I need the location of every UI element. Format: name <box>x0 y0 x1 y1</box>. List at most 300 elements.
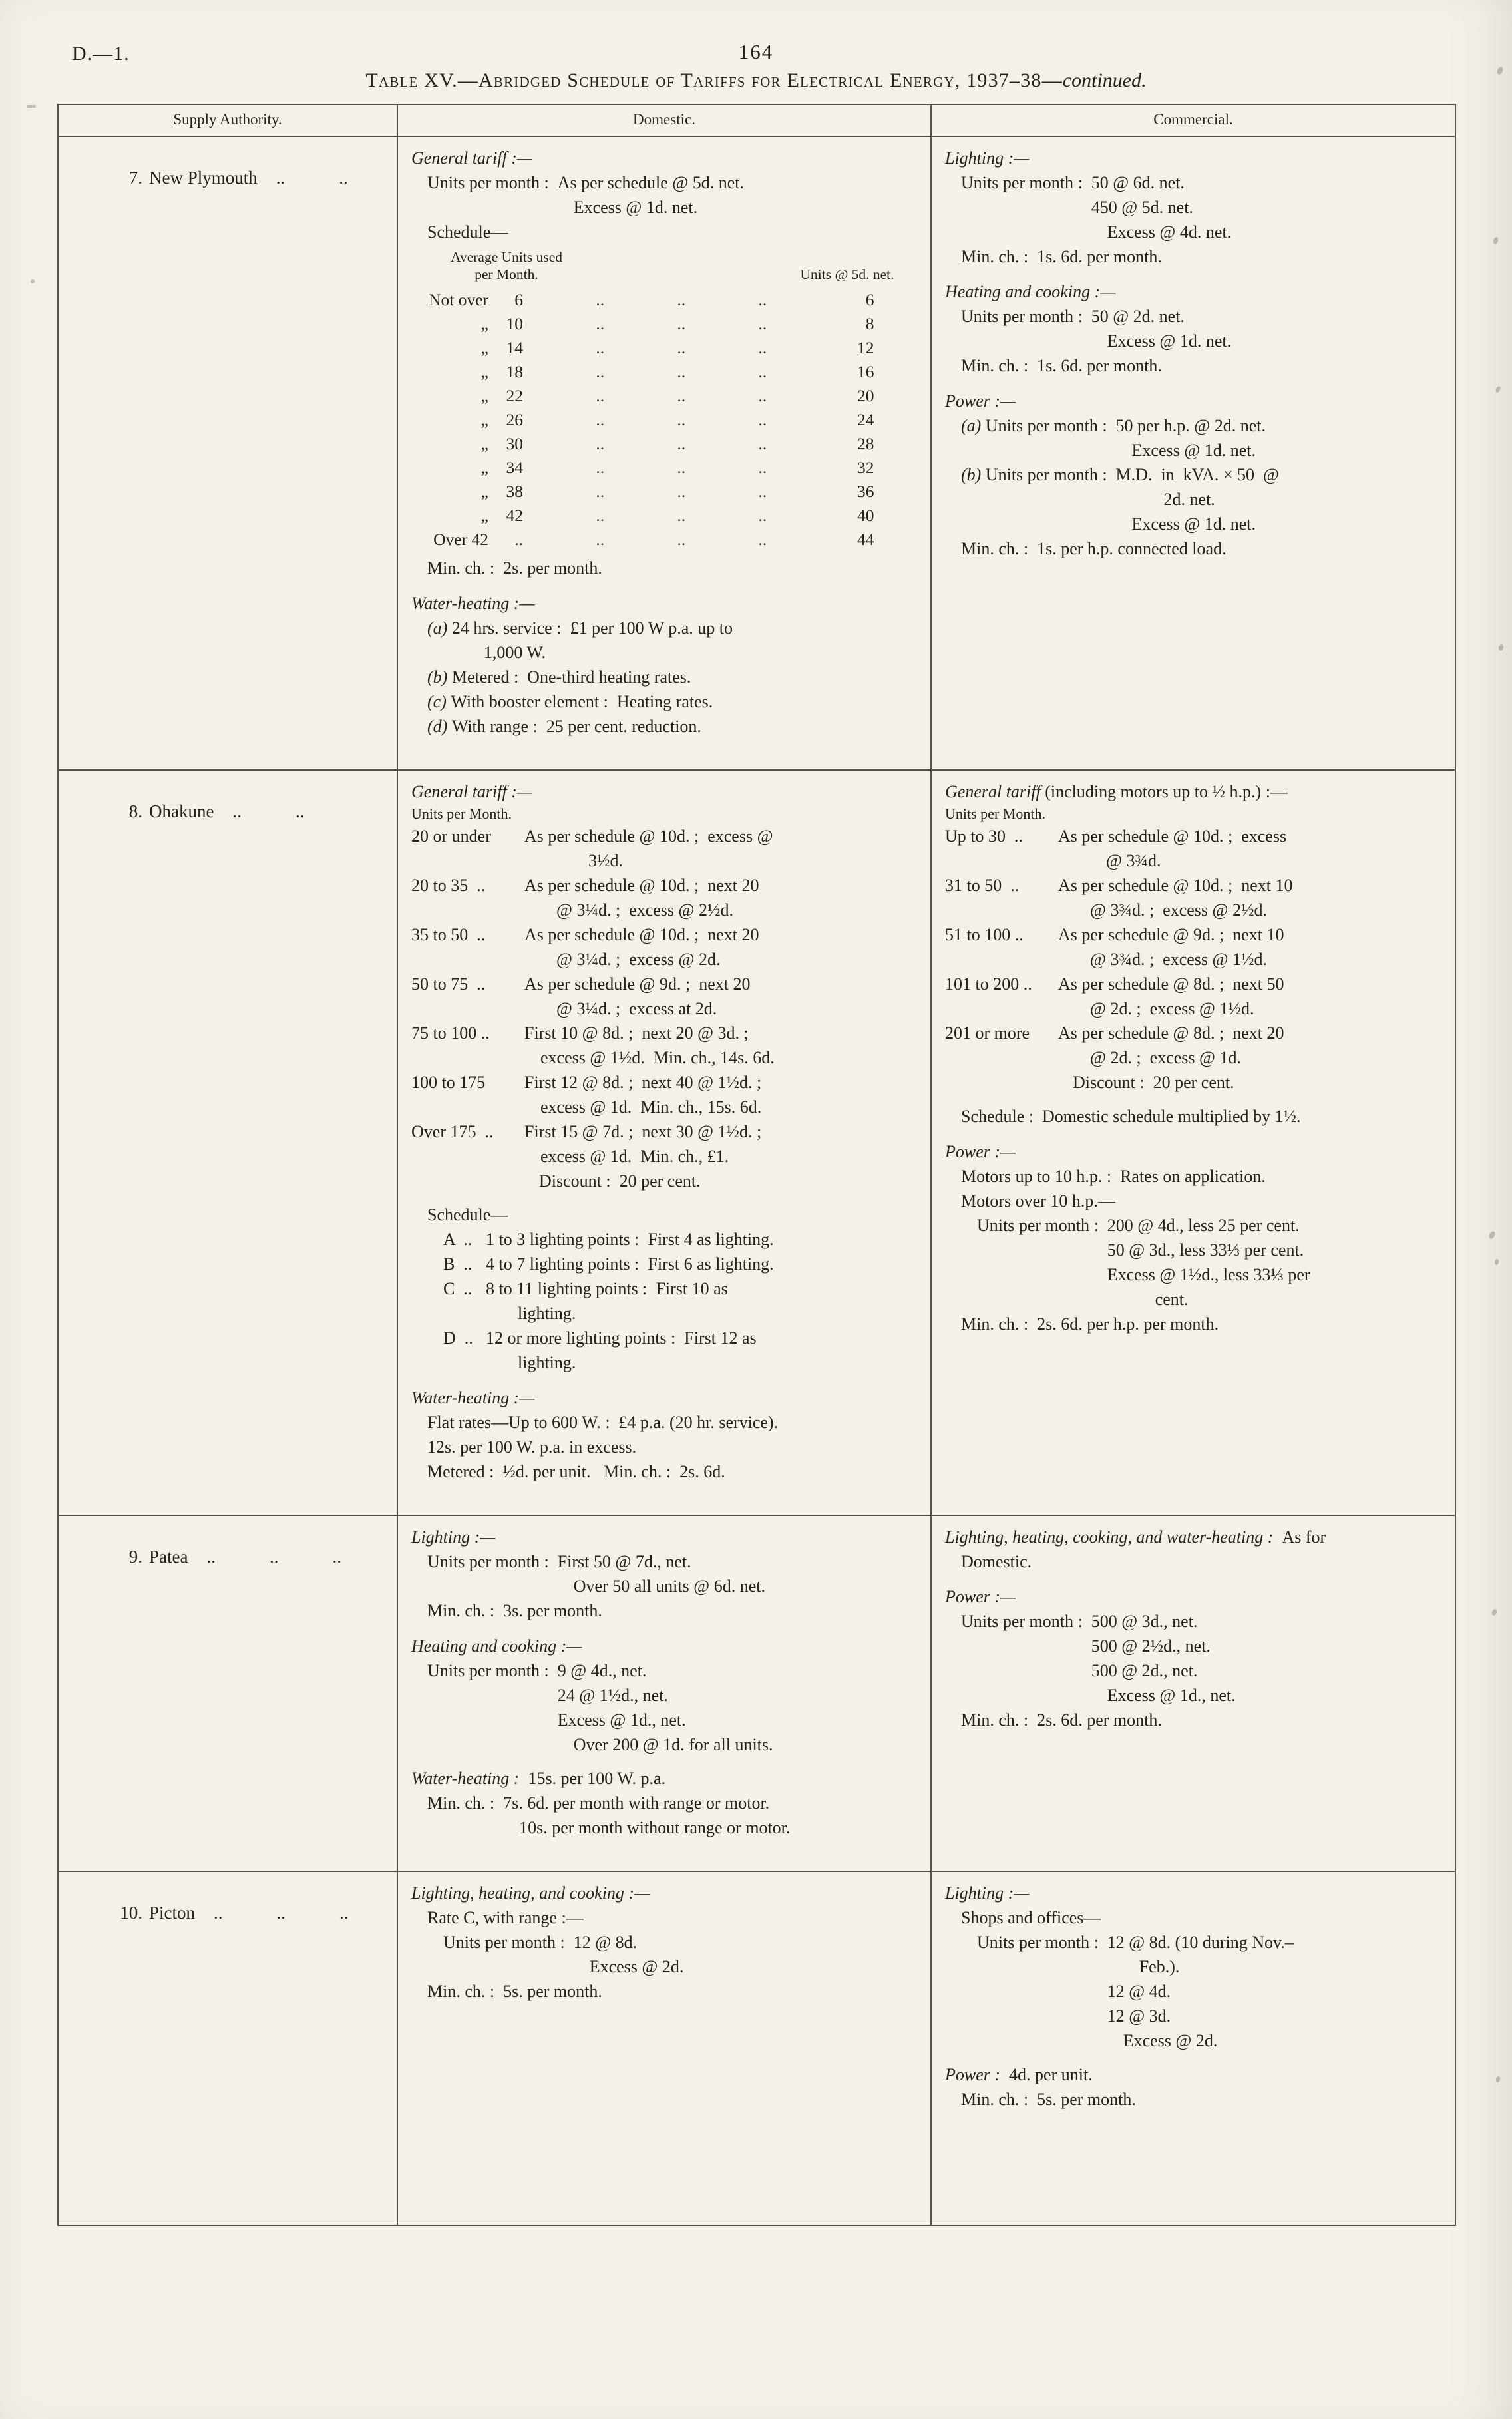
section-heading: Power :— <box>945 1587 1016 1606</box>
hanging-entry <box>961 170 1443 244</box>
leader-dot-group: .. <box>758 410 767 429</box>
schedule-range: Not over <box>429 290 488 309</box>
entry-label: 20 or under <box>411 827 491 846</box>
text-line: First 10 @ 8d. ; next 20 @ 3d. ; <box>524 1023 749 1043</box>
text-line: As per schedule @ 10d. ; next 20 <box>524 925 759 944</box>
entry-body <box>524 873 918 922</box>
text-line: With range : 25 per cent. reduction. <box>451 717 701 736</box>
entry-label: 31 to 50 .. <box>945 876 1020 895</box>
text-line: 450 @ 5d. net. <box>1091 198 1193 217</box>
schedule-range-number: 26 <box>506 410 523 429</box>
schedule-units-value: 8 <box>865 314 874 333</box>
text-line: Excess @ 1d. net. <box>1131 514 1256 534</box>
entry-body <box>486 1326 918 1375</box>
schedule-units-value: 6 <box>865 290 874 309</box>
domestic-cell-ohakune <box>397 771 930 1515</box>
entry-label: Min. ch. : <box>427 1793 504 1813</box>
entry-label: 51 to 100 .. <box>945 925 1024 944</box>
text-line: First 12 @ 8d. ; next 40 @ 1½d. ; <box>524 1073 762 1092</box>
hanging-entry <box>443 1930 918 1979</box>
text-line: @ 3¼d. ; excess at 2d. <box>556 999 717 1018</box>
entry-body <box>486 1252 918 1276</box>
schedule-header <box>414 248 901 283</box>
leader-dot-group: .. <box>677 410 686 429</box>
text-line <box>427 556 918 580</box>
schedule-row <box>414 504 901 528</box>
text-run: Min. ch. : 2s. 6d. per month. <box>961 1710 1162 1730</box>
schedule-range-number: 30 <box>506 434 523 453</box>
schedule-row <box>414 336 901 360</box>
text-line <box>427 1203 918 1227</box>
table-row-picton <box>59 1871 1455 2225</box>
leader-dots <box>523 504 840 528</box>
entry-body <box>451 689 918 714</box>
scan-artifact <box>1491 1608 1497 1616</box>
text-line: 12 @ 4d. <box>1107 1982 1171 2001</box>
leader-dot-group: .. <box>596 458 605 477</box>
text-line <box>427 1905 918 1930</box>
text-run: Min. ch. : 2s. per month. <box>427 558 602 578</box>
commercial-cell-ohakune <box>930 771 1455 1515</box>
leader-dot-group: .. <box>758 482 767 501</box>
scan-artifact <box>1495 2076 1501 2082</box>
text-run: Discount : 20 per cent. <box>539 1171 701 1191</box>
leader-dots <box>523 528 840 552</box>
text-run: 12s. per 100 W. p.a. in excess. <box>427 1437 637 1457</box>
entry-label: Up to 30 .. <box>945 827 1023 846</box>
hanging-entry <box>427 714 918 739</box>
text-line: Excess @ 1d., net. <box>557 1710 686 1730</box>
leader-dot-group: .. <box>596 386 605 405</box>
entry-body <box>486 1276 918 1326</box>
schedule-units-value: 40 <box>857 506 874 525</box>
text-run: Min. ch. : 1s. 6d. per month. <box>961 247 1162 266</box>
hanging-entry <box>411 922 918 972</box>
schedule-row <box>414 288 901 312</box>
text-line: 50 per h.p. @ 2d. net. <box>1115 416 1266 435</box>
entry-label-italic: (a) <box>427 618 452 638</box>
text-line: As per schedule @ 10d. ; next 10 <box>1058 876 1293 895</box>
schedule-range-number: 18 <box>506 362 523 381</box>
schedule-header-left <box>423 248 590 283</box>
hanging-entry <box>977 1213 1443 1312</box>
hanging-entry <box>945 1021 1443 1070</box>
hanging-entry <box>961 1609 1443 1708</box>
text-line: Over 200 @ 1d. for all units. <box>573 1735 773 1754</box>
text-line: @ 3¾d. <box>1106 851 1161 870</box>
text-line: 8 to 11 lighting points : First 10 as <box>486 1279 728 1298</box>
schedule-row <box>414 408 901 432</box>
leader-dots <box>523 432 840 456</box>
text-line: Metered : One-third heating rates. <box>451 667 691 687</box>
entry-label-italic: (d) <box>427 717 452 736</box>
schedule-range-number: 14 <box>506 338 523 357</box>
text-run: Min. ch. : 3s. per month. <box>427 1601 602 1620</box>
leader-dot-group: .. <box>758 290 767 309</box>
schedule-units-value: 20 <box>857 386 874 405</box>
text-line: First 50 @ 7d., net. <box>557 1552 691 1571</box>
entry-body <box>1058 873 1443 922</box>
text-line: 12 @ 8d. (10 during Nov.– <box>1107 1933 1294 1952</box>
entry-body <box>524 972 918 1021</box>
leader-dots <box>523 408 840 432</box>
entry-body <box>1116 463 1443 536</box>
leader-dot-group: .. <box>758 362 767 381</box>
hanging-entry <box>443 1227 918 1252</box>
scan-artifact <box>1498 644 1504 651</box>
entry-label: Over 175 .. <box>411 1122 494 1141</box>
table-title-continued: continued. <box>1062 69 1147 91</box>
text-line: lighting. <box>518 1304 576 1323</box>
leader-dots <box>523 312 840 336</box>
schedule-header-line: Average Units used <box>451 249 562 265</box>
entry-label: Units per month : <box>427 173 558 192</box>
text-run: As for <box>1282 1527 1326 1547</box>
section-heading: General tariff :— <box>411 148 532 168</box>
leader-dot-group: .. <box>758 530 767 549</box>
text-line <box>427 220 918 244</box>
leader-dot-group: .. <box>677 506 686 525</box>
schedule-units-value: 28 <box>857 434 874 453</box>
text-line: 7s. 6d. per month with range or motor. <box>503 1793 770 1813</box>
text-run: Min. ch. : 2s. 6d. per h.p. per month. <box>961 1314 1219 1334</box>
hanging-entry <box>427 170 918 220</box>
hanging-entry <box>411 1119 918 1169</box>
text-line: As per schedule @ 8d. ; next 20 <box>1058 1023 1284 1043</box>
section-heading: Power :— <box>945 391 1016 411</box>
text-line: 1 to 3 lighting points : First 4 as lighting. <box>486 1230 774 1249</box>
text-line: Excess @ 2d. <box>589 1957 684 1976</box>
text-run: 4d. per unit. <box>1009 2065 1093 2084</box>
leader-dot-group: .. <box>596 338 605 357</box>
text-line <box>961 1905 1443 1930</box>
text-line: lighting. <box>518 1353 576 1372</box>
authority-number: 9. <box>128 1547 142 1567</box>
entry-body <box>524 1070 918 1119</box>
inline-italic-label: Lighting, heating, cooking, and water-heating : <box>945 1527 1282 1547</box>
hanging-entry <box>945 873 1443 922</box>
authority-number: 10. <box>120 1903 142 1923</box>
text-line <box>427 1459 918 1484</box>
column-header-domestic: Domestic. <box>397 105 930 136</box>
commercial-cell-picton <box>930 1872 1455 2225</box>
entry-body <box>1058 972 1443 1021</box>
entry-label-italic: (b) <box>427 667 452 687</box>
section-heading: Water-heating :— <box>411 594 535 613</box>
leader-dots <box>523 480 840 504</box>
text-line: Feb.). <box>1139 1957 1180 1976</box>
text-line: As per schedule @ 8d. ; next 50 <box>1058 974 1284 994</box>
entry-label: 101 to 200 .. <box>945 974 1032 994</box>
text-run: Metered : ½d. per unit. Min. ch. : 2s. 6d. <box>427 1462 725 1481</box>
text-line: @ 3¾d. ; excess @ 2½d. <box>1090 900 1267 920</box>
section-heading: Power :— <box>945 1142 1016 1161</box>
hanging-entry <box>411 972 918 1021</box>
entry-body <box>1058 922 1443 972</box>
table-row-new-plymouth <box>59 136 1455 769</box>
hanging-entry <box>961 413 1443 463</box>
table-title-main: Table XV.—Abridged Schedule of Tariffs for Electrical Energy, 1937–38— <box>365 69 1063 91</box>
authority-number: 8. <box>128 801 142 821</box>
schedule-range-number: 34 <box>506 458 523 477</box>
text-line: M.D. in kVA. × 50 @ <box>1115 465 1279 484</box>
leader-dot-group: .. <box>596 506 605 525</box>
supply-authority-cell <box>59 771 397 1515</box>
text-line <box>961 1708 1443 1732</box>
entry-body <box>452 665 918 689</box>
text-line: excess @ 1d. Min. ch., 15s. 6d. <box>540 1097 762 1117</box>
schedule-row <box>414 432 901 456</box>
text-run: Motors over 10 h.p.— <box>961 1191 1115 1210</box>
entry-body <box>1058 1021 1443 1070</box>
schedule-range: „ <box>480 362 488 381</box>
text-line: With booster element : Heating rates. <box>451 692 713 711</box>
entry-label: 35 to 50 .. <box>411 925 486 944</box>
leader-dot-group: .. <box>596 290 605 309</box>
entry-body <box>1116 413 1443 463</box>
page-number: 164 <box>738 40 774 63</box>
schedule-range: Over 42 <box>433 530 488 549</box>
text-line <box>945 1525 1443 1549</box>
page-header <box>0 0 1512 67</box>
text-line: As per schedule @ 10d. ; next 20 <box>524 876 759 895</box>
schedule-range: „ <box>480 410 488 429</box>
section-heading: Lighting :— <box>411 1527 496 1547</box>
text-line: 50 @ 3d., less 33⅓ per cent. <box>1107 1240 1304 1260</box>
scan-artifact <box>27 105 36 108</box>
entry-body <box>1107 1930 1443 2053</box>
entry-label: Units per month : <box>427 1552 558 1571</box>
schedule-range: „ <box>480 314 488 333</box>
entry-label: Units per month : <box>985 416 1116 435</box>
text-run: Min. ch. : 1s. per h.p. connected load. <box>961 539 1227 558</box>
entry-body <box>1107 1213 1443 1312</box>
column-header-commercial: Commercial. <box>930 105 1455 136</box>
hanging-entry <box>977 1930 1443 2053</box>
leader-dot-group: .. <box>758 506 767 525</box>
text-run: Min. ch. : 5s. per month. <box>961 2090 1136 2109</box>
leader-dot-group: .. <box>596 530 605 549</box>
leader-dot-group: .. <box>596 314 605 333</box>
scan-artifact <box>1494 1259 1499 1266</box>
schedule-row <box>414 456 901 480</box>
leader-dot-group: .. <box>677 386 686 405</box>
scan-artifact <box>1492 236 1499 245</box>
entry-body <box>524 1021 918 1070</box>
leader-dot-group: .. <box>758 458 767 477</box>
text-line: Excess @ 1d. net. <box>1107 331 1232 351</box>
entry-body <box>1091 170 1443 244</box>
schedule-units-value: 44 <box>857 530 874 549</box>
column-header-supply-authority: Supply Authority. <box>173 111 282 128</box>
schedule-row <box>414 360 901 384</box>
entry-body <box>524 1119 918 1169</box>
hanging-entry <box>427 665 918 689</box>
entry-body <box>558 170 918 220</box>
schedule-range-number: 42 <box>506 506 523 525</box>
leader-dot-group: .. <box>596 482 605 501</box>
section-heading: Heating and cooking :— <box>945 282 1116 301</box>
text-run: Rate C, with range :— <box>427 1908 584 1927</box>
text-run: Shops and offices— <box>961 1908 1101 1927</box>
domestic-cell-new-plymouth <box>397 137 930 769</box>
text-line <box>427 1598 918 1623</box>
text-line: 12 or more lighting points : First 12 as <box>486 1328 757 1348</box>
text-line: As per schedule @ 10d. ; excess @ <box>524 827 773 846</box>
authority-name: New Plymouth <box>149 168 258 188</box>
schedule-units-value: 24 <box>857 410 874 429</box>
schedule-range-number: 10 <box>506 314 523 333</box>
text-line: As per schedule @ 9d. ; next 10 <box>1058 925 1284 944</box>
text-line: Excess @ 2d. <box>1123 2031 1218 2050</box>
entry-label-italic: (c) <box>427 692 451 711</box>
text-line: 2d. net. <box>1163 490 1215 509</box>
text-line: 500 @ 3d., net. <box>1091 1612 1198 1631</box>
text-line <box>961 1164 1443 1189</box>
entry-label: Units per month : <box>961 307 1091 326</box>
authority-name: Patea <box>149 1547 188 1567</box>
text-line <box>961 536 1443 561</box>
hanging-entry <box>427 1791 918 1840</box>
schedule-range: „ <box>480 482 488 501</box>
hanging-entry <box>427 616 918 665</box>
text-line: Over 50 all units @ 6d. net. <box>573 1577 765 1596</box>
entry-label: A .. <box>443 1230 472 1249</box>
text-line: 50 @ 6d. net. <box>1091 173 1185 192</box>
text-line <box>427 1435 918 1459</box>
hanging-entry <box>443 1252 918 1276</box>
leader-dot-group: .. <box>677 314 686 333</box>
tariff-table <box>57 104 1456 2226</box>
text-line <box>1073 1070 1443 1095</box>
units-note: Units per Month. <box>945 805 1045 822</box>
text-run: 15s. per 100 W. p.a. <box>528 1769 665 1788</box>
leader-dot-group: .. <box>758 314 767 333</box>
entry-label: Units per month : <box>961 1612 1091 1631</box>
leader-dots <box>523 384 840 408</box>
entry-label: Units per month : <box>961 173 1091 192</box>
text-line: 9 @ 4d., net. <box>557 1661 647 1680</box>
section-heading: Water-heating :— <box>411 1388 535 1407</box>
text-line: 500 @ 2d., net. <box>1091 1661 1198 1680</box>
scan-artifact <box>1495 385 1501 393</box>
entry-body <box>574 1930 918 1979</box>
entry-body <box>524 824 918 873</box>
text-run: Discount : 20 per cent. <box>1073 1073 1234 1092</box>
text-run: Schedule— <box>427 1205 508 1224</box>
hanging-entry <box>427 1658 918 1757</box>
hanging-entry <box>961 304 1443 353</box>
leader-dot-group: .. <box>677 338 686 357</box>
inline-italic-label: Power : <box>945 2065 1010 2084</box>
entry-body <box>558 1658 918 1757</box>
text-line <box>961 2087 1443 2112</box>
entry-label: Units per month : <box>427 1661 558 1680</box>
commercial-cell-new-plymouth <box>930 137 1455 769</box>
leader-dot-group: .. <box>677 530 686 549</box>
entry-body <box>1058 824 1443 873</box>
domestic-cell-patea <box>397 1516 930 1871</box>
hanging-entry <box>443 1276 918 1326</box>
leader-dot-group: .. <box>758 386 767 405</box>
supply-authority-cell <box>59 1872 397 2225</box>
scan-artifact <box>31 279 35 283</box>
schedule-range-number: .. <box>514 530 523 549</box>
text-line: 10s. per month without range or motor. <box>519 1818 791 1837</box>
document-reference: D.—1. <box>72 43 130 65</box>
section-heading: Lighting :— <box>945 148 1030 168</box>
schedule-range: „ <box>480 506 488 525</box>
leader-dot-group: .. <box>596 410 605 429</box>
authority-number: 7. <box>128 168 142 188</box>
hanging-entry <box>443 1326 918 1375</box>
hanging-entry <box>411 1070 918 1119</box>
text-line: 4 to 7 lighting points : First 6 as lighting. <box>486 1254 774 1274</box>
text-line <box>539 1169 918 1193</box>
section-heading: Lighting :— <box>945 1883 1030 1903</box>
section-heading: Lighting, heating, and cooking :— <box>411 1883 650 1903</box>
schedule-range-number: 6 <box>514 290 523 309</box>
text-line: 3½d. <box>588 851 623 870</box>
entry-label: 75 to 100 .. <box>411 1023 490 1043</box>
entry-body <box>524 922 918 972</box>
text-line: @ 2d. ; excess @ 1½d. <box>1090 999 1254 1018</box>
schedule-range-number: 38 <box>506 482 523 501</box>
entry-label: 20 to 35 .. <box>411 876 486 895</box>
leader-dot-group: .. <box>677 434 686 453</box>
text-line <box>961 1189 1443 1213</box>
entry-label: 50 to 75 .. <box>411 974 486 994</box>
leader-dots: .. .. <box>276 168 348 188</box>
text-run: Schedule : Domestic schedule multiplied by 1½. <box>961 1107 1301 1126</box>
text-line: As per schedule @ 9d. ; next 20 <box>524 974 751 994</box>
text-line: 1,000 W. <box>483 643 546 662</box>
text-line <box>961 1104 1443 1129</box>
text-line: 12 @ 8d. <box>573 1933 638 1952</box>
entry-body <box>503 1791 918 1840</box>
text-line <box>961 1549 1443 1574</box>
schedule-row <box>414 384 901 408</box>
schedule-range: „ <box>480 386 488 405</box>
schedule-units-value: 36 <box>857 482 874 501</box>
entry-label: Units per month : <box>443 1933 574 1952</box>
text-run: Flat rates—Up to 600 W. : £4 p.a. (20 hr. service). <box>427 1413 779 1432</box>
text-line <box>961 1312 1443 1336</box>
scan-artifact <box>1488 1230 1496 1240</box>
schedule-units-value: 32 <box>857 458 874 477</box>
inline-italic-label: General tariff <box>945 782 1045 801</box>
text-line <box>961 244 1443 269</box>
table-row-ohakune <box>59 769 1455 1515</box>
entry-label: Units per month : <box>977 1216 1107 1235</box>
entry-body <box>452 714 918 739</box>
entry-body <box>558 1549 918 1598</box>
leader-dots <box>523 456 840 480</box>
entry-body <box>1091 304 1443 353</box>
schedule-row <box>414 528 901 552</box>
text-line: 24 @ 1½d., net. <box>557 1686 668 1705</box>
text-run: Motors up to 10 h.p. : Rates on application. <box>961 1167 1266 1186</box>
entry-label: B .. <box>443 1254 472 1274</box>
schedule-range: „ <box>480 338 488 357</box>
text-line: As per schedule @ 5d. net. <box>557 173 744 192</box>
section-heading: Heating and cooking :— <box>411 1636 582 1656</box>
text-line <box>961 353 1443 378</box>
text-line: excess @ 1½d. Min. ch., 14s. 6d. <box>540 1048 775 1067</box>
entry-label: C .. <box>443 1279 472 1298</box>
text-line: 50 @ 2d. net. <box>1091 307 1185 326</box>
text-line: @ 2d. ; excess @ 1d. <box>1090 1048 1241 1067</box>
